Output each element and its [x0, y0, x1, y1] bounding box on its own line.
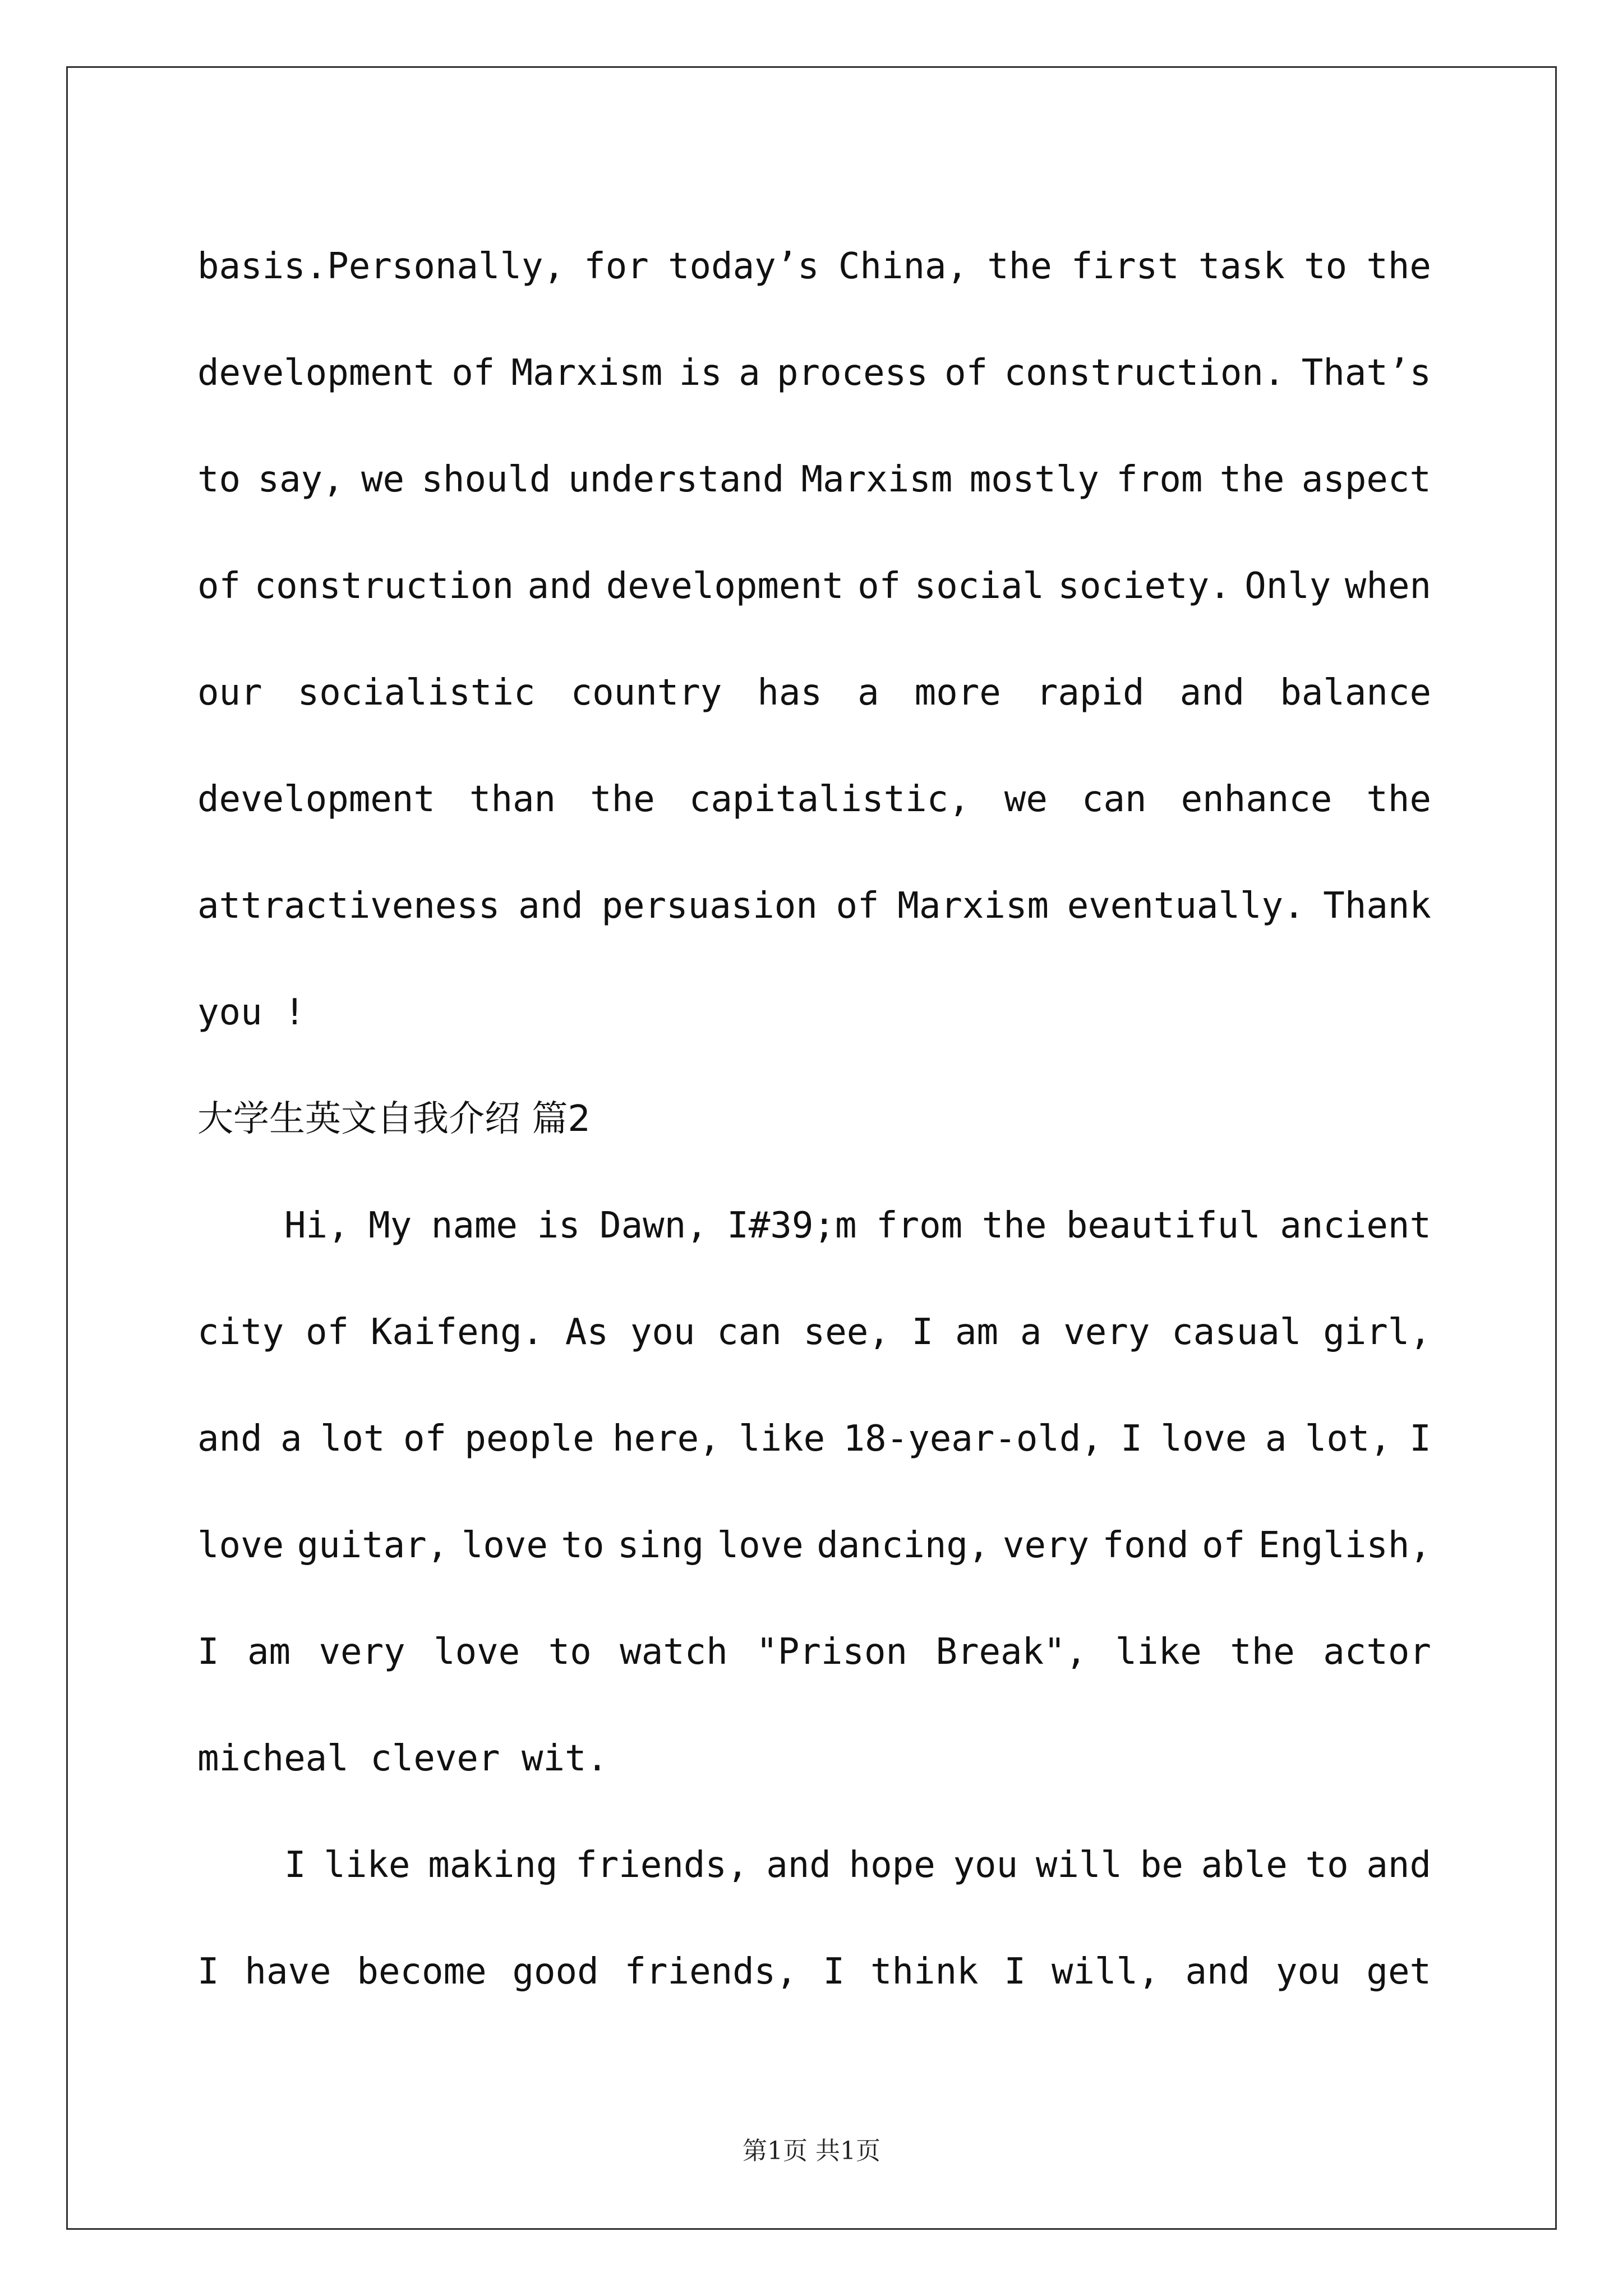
- word: watch: [620, 1631, 728, 1673]
- word: the: [1366, 779, 1431, 820]
- word: guitar,: [297, 1525, 449, 1566]
- word: eventually.: [1067, 885, 1305, 927]
- word: here,: [612, 1418, 721, 1460]
- text-line: [197, 746, 1431, 853]
- word: understand: [568, 459, 785, 500]
- word: Thank: [1323, 885, 1431, 927]
- word: a: [857, 672, 879, 714]
- word: will: [1035, 1844, 1122, 1886]
- word: the: [1230, 1631, 1295, 1673]
- word: am: [955, 1312, 999, 1353]
- word: we: [1004, 779, 1048, 820]
- text-line: [197, 1918, 1431, 2025]
- word: mostly: [969, 459, 1099, 500]
- word: As: [565, 1312, 608, 1353]
- word: society.: [1058, 565, 1231, 607]
- word: today’s: [667, 246, 819, 287]
- word: for: [584, 246, 649, 287]
- text-line: you !: [197, 992, 306, 1033]
- word: of: [857, 565, 901, 607]
- word: beautiful: [1066, 1205, 1261, 1246]
- text-line: [197, 533, 1431, 639]
- word: love: [197, 1525, 284, 1566]
- word: making: [428, 1844, 558, 1886]
- word: capitalistic,: [689, 779, 970, 820]
- word: Hi,: [284, 1205, 349, 1246]
- word: can: [717, 1312, 782, 1353]
- word: and: [1366, 1844, 1431, 1886]
- word: to: [561, 1525, 605, 1566]
- word: a: [280, 1418, 302, 1460]
- word: will,: [1051, 1951, 1160, 1993]
- word: a: [1265, 1418, 1287, 1460]
- word: a: [739, 352, 760, 394]
- section-heading: 大学生英文自我介绍 篇2: [197, 1098, 591, 1140]
- word: am: [247, 1631, 291, 1673]
- word: lot,: [1304, 1418, 1391, 1460]
- document-body: [197, 213, 1431, 2025]
- word: lot: [320, 1418, 385, 1460]
- word: from: [876, 1205, 963, 1246]
- word: the: [1366, 246, 1431, 287]
- word: of: [197, 565, 241, 607]
- text-line: [197, 639, 1431, 746]
- word: and: [518, 885, 583, 927]
- word: attractiveness: [197, 885, 500, 927]
- word: rapid: [1036, 672, 1145, 714]
- word: ancient: [1280, 1205, 1431, 1246]
- word: girl,: [1323, 1312, 1431, 1353]
- word: social: [914, 565, 1044, 607]
- word: like: [739, 1418, 826, 1460]
- word: Marxism: [897, 885, 1049, 927]
- word: of: [451, 352, 495, 394]
- word: love: [1160, 1418, 1247, 1460]
- word: sing: [617, 1525, 704, 1566]
- word: construction: [254, 565, 514, 607]
- word: China,: [838, 246, 969, 287]
- paragraph-3: [197, 1812, 1431, 2025]
- word: I: [284, 1844, 306, 1886]
- word: development: [197, 779, 435, 820]
- word: friends,: [575, 1844, 749, 1886]
- text-line: [197, 426, 1431, 533]
- word: Dawn,: [600, 1205, 708, 1246]
- word: see,: [803, 1312, 890, 1353]
- text-line: [197, 213, 1431, 320]
- word: My: [368, 1205, 412, 1246]
- text-line: [197, 1492, 1431, 1599]
- word: name: [431, 1205, 518, 1246]
- word: development: [197, 352, 435, 394]
- word: good: [512, 1951, 599, 1993]
- word: Marxism: [511, 352, 663, 394]
- word: of: [1202, 1525, 1246, 1566]
- word: construction.: [1004, 352, 1285, 394]
- text-line: [197, 1172, 1431, 1279]
- word: very: [1063, 1312, 1150, 1353]
- word: we: [361, 459, 404, 500]
- word: of: [403, 1418, 446, 1460]
- word: country: [570, 672, 722, 714]
- word: of: [944, 352, 988, 394]
- page-footer: 第1页 共1页: [743, 2137, 880, 2165]
- word: than: [469, 779, 556, 820]
- word: think: [870, 1951, 979, 1993]
- word: That’s: [1301, 352, 1431, 394]
- word: I#39;m: [727, 1205, 857, 1246]
- word: is: [679, 352, 722, 394]
- word: love: [461, 1525, 548, 1566]
- word: friends,: [624, 1951, 797, 1993]
- word: love: [434, 1631, 520, 1673]
- word: very: [1002, 1525, 1090, 1566]
- word: should: [421, 459, 551, 500]
- text-line: [197, 1386, 1431, 1492]
- word: able: [1201, 1844, 1288, 1886]
- word: development: [606, 565, 844, 607]
- word: to: [548, 1631, 592, 1673]
- word: the: [590, 779, 655, 820]
- word: English,: [1258, 1525, 1431, 1566]
- word: a: [1020, 1312, 1042, 1353]
- word: you: [630, 1312, 695, 1353]
- word: Break",: [935, 1631, 1087, 1673]
- word: and: [1185, 1951, 1251, 1993]
- word: I: [197, 1951, 219, 1993]
- word: people: [464, 1418, 594, 1460]
- word: aspect: [1301, 459, 1431, 500]
- word: basis.Personally,: [197, 246, 565, 287]
- word: our: [197, 672, 262, 714]
- word: I: [197, 1631, 219, 1673]
- text-line: [197, 853, 1431, 959]
- word: get: [1366, 1951, 1431, 1993]
- word: fond: [1102, 1525, 1189, 1566]
- word: Only: [1244, 565, 1331, 607]
- text-line: micheal clever wit.: [197, 1738, 608, 1779]
- word: become: [357, 1951, 487, 1993]
- word: to: [197, 459, 241, 500]
- word: actor: [1323, 1631, 1431, 1673]
- word: casual: [1172, 1312, 1302, 1353]
- word: persuasion: [601, 885, 818, 927]
- word: you: [953, 1844, 1018, 1886]
- word: I: [823, 1951, 845, 1993]
- text-line: [197, 320, 1431, 426]
- word: of: [305, 1312, 349, 1353]
- word: from: [1116, 459, 1203, 500]
- word: first: [1071, 246, 1179, 287]
- text-line: [197, 1812, 1431, 1918]
- word: say,: [257, 459, 344, 500]
- word: of: [836, 885, 879, 927]
- word: "Prison: [756, 1631, 907, 1673]
- word: I: [1409, 1418, 1431, 1460]
- word: process: [777, 352, 928, 394]
- word: I: [1121, 1418, 1142, 1460]
- word: I: [1004, 1951, 1026, 1993]
- word: like: [1115, 1631, 1202, 1673]
- word: hope: [849, 1844, 935, 1886]
- word: city: [197, 1312, 284, 1353]
- word: you: [1275, 1951, 1341, 1993]
- text-line: [197, 1599, 1431, 1705]
- word: have: [245, 1951, 331, 1993]
- text-line: [197, 1279, 1431, 1386]
- word: and: [766, 1844, 831, 1886]
- word: to: [1304, 246, 1348, 287]
- word: task: [1198, 246, 1285, 287]
- word: 18-year-old,: [843, 1418, 1103, 1460]
- word: to: [1305, 1844, 1349, 1886]
- word: Kaifeng.: [370, 1312, 544, 1353]
- word: and: [197, 1418, 262, 1460]
- word: when: [1344, 565, 1431, 607]
- word: more: [914, 672, 1001, 714]
- word: and: [527, 565, 593, 607]
- word: socialistic: [297, 672, 536, 714]
- paragraph-1: [197, 213, 1431, 1066]
- word: be: [1140, 1844, 1183, 1886]
- word: the: [987, 246, 1052, 287]
- word: dancing,: [817, 1525, 990, 1566]
- word: Marxism: [801, 459, 953, 500]
- word: love: [717, 1525, 804, 1566]
- word: the: [1219, 459, 1285, 500]
- word: balance: [1280, 672, 1431, 714]
- paragraph-2: [197, 1172, 1431, 1812]
- word: like: [324, 1844, 411, 1886]
- word: very: [319, 1631, 405, 1673]
- word: is: [537, 1205, 580, 1246]
- word: and: [1179, 672, 1245, 714]
- word: enhance: [1181, 779, 1332, 820]
- word: has: [757, 672, 822, 714]
- word: the: [981, 1205, 1047, 1246]
- word: can: [1081, 779, 1147, 820]
- word: I: [911, 1312, 934, 1353]
